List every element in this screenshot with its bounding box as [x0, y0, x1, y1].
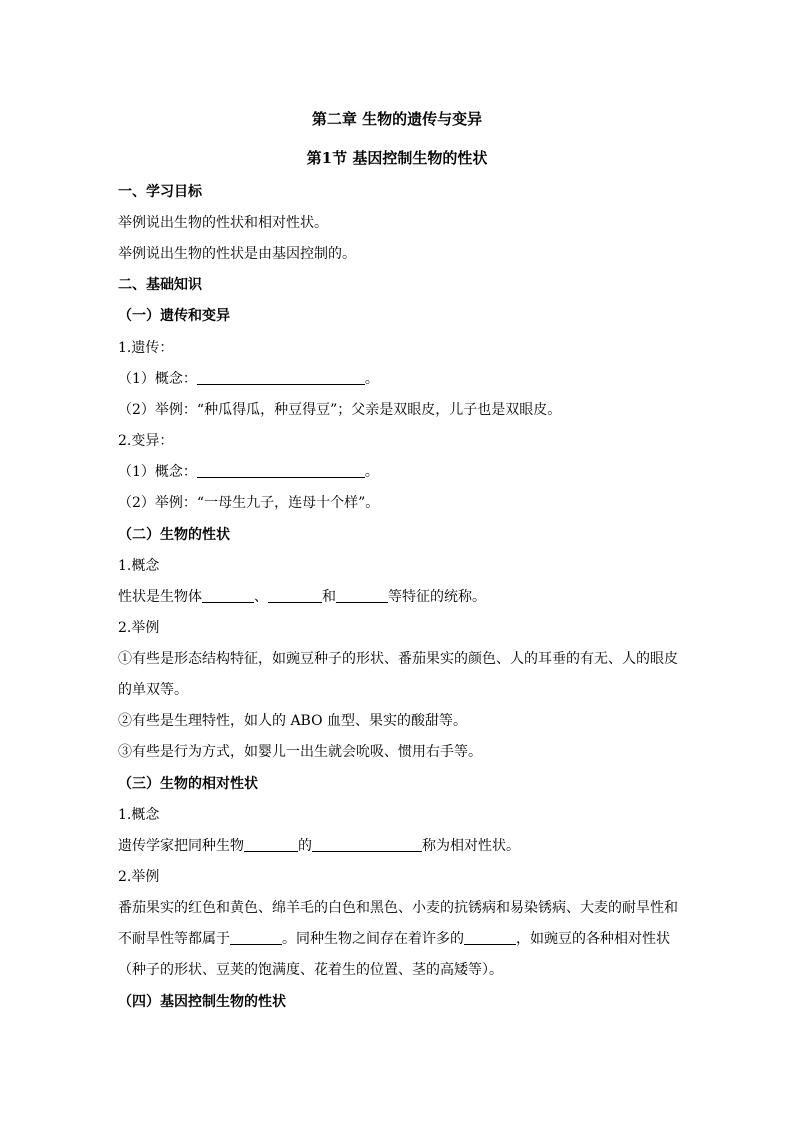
blank-2 — [268, 588, 322, 603]
traits-example-2: ②有些是生理特性，如人的 ABO 血型、果实的酸甜等。 — [118, 713, 468, 729]
basic-knowledge-heading: 二、基础知识 — [118, 277, 202, 293]
traits-concept-line — [118, 587, 486, 607]
blank-2 — [464, 930, 516, 945]
traits-concept-label: 1.概念 — [118, 558, 160, 574]
text: 。同种生物之间存在着许多的 — [282, 931, 464, 947]
traits-example-1b: 的单双等。 — [118, 682, 188, 698]
variation-label: 2.变异： — [118, 433, 174, 449]
text: 和 — [322, 589, 336, 605]
concept-label: （1）概念： — [118, 464, 197, 480]
variation-concept-blank — [197, 463, 365, 478]
relative-concept-line — [118, 836, 520, 856]
relative-example-label: 2.举例 — [118, 869, 160, 885]
text: 性状是生物体 — [118, 589, 202, 605]
goal-1: 举例说出生物的性状和相对性状。 — [118, 215, 328, 231]
traits-heading: （二）生物的性状 — [118, 527, 230, 543]
traits-example-3: ③有些是行为方式，如婴儿一出生就会吮吸、惯用右手等。 — [118, 744, 482, 760]
section-title: 第1节 基因控制生物的性状 — [306, 149, 488, 167]
blank-1 — [230, 930, 282, 945]
chapter-title: 第二章 生物的遗传与变异 — [311, 110, 483, 128]
text: 不耐旱性等都属于 — [118, 931, 230, 947]
relative-concept-label: 1.概念 — [118, 807, 160, 823]
text: 称为相对性状。 — [422, 838, 520, 854]
text: 遗传学家把同种生物 — [118, 838, 244, 854]
relative-traits-heading: （三）生物的相对性状 — [118, 776, 258, 792]
relative-example-line-1: 番茄果实的红色和黄色、绵羊毛的白色和黑色、小麦的抗锈病和易染锈病、大麦的耐旱性和 — [118, 900, 678, 916]
relative-example-line-3: （种子的形状、豆荚的饱满度、花着生的位置、茎的高矮等）。 — [118, 962, 503, 978]
variation-example: （2）举例：“一母生九子，连母十个样”。 — [118, 495, 380, 511]
goal-2: 举例说出生物的性状是由基因控制的。 — [118, 246, 356, 262]
relative-example-line-2 — [118, 929, 670, 949]
blank-1 — [244, 837, 298, 852]
period: 。 — [364, 464, 379, 480]
heredity-label: 1.遗传： — [118, 340, 174, 356]
period: 。 — [364, 371, 379, 387]
text: 的 — [298, 838, 312, 854]
heredity-variation-heading: （一）遗传和变异 — [118, 308, 230, 324]
variation-concept-line — [118, 462, 379, 482]
learning-goals-heading: 一、学习目标 — [118, 184, 202, 200]
text: ，如豌豆的各种相对性状 — [516, 931, 670, 947]
traits-example-label: 2.举例 — [118, 620, 160, 636]
heredity-example: （2）举例：“种瓜得瓜，种豆得豆”；父亲是双眼皮，儿子也是双眼皮。 — [118, 402, 562, 418]
traits-example-1a: ①有些是形态结构特征，如豌豆种子的形状、番茄果实的颜色、人的耳垂的有无、人的眼皮 — [118, 651, 678, 667]
text: 、 — [254, 589, 268, 605]
heredity-concept-line — [118, 369, 379, 389]
text: 等特征的统称。 — [388, 589, 486, 605]
blank-1 — [202, 588, 254, 603]
blank-3 — [336, 588, 388, 603]
concept-label: （1）概念： — [118, 371, 197, 387]
blank-2 — [312, 837, 422, 852]
gene-control-heading: （四）基因控制生物的性状 — [118, 994, 286, 1010]
heredity-concept-blank — [197, 370, 365, 385]
